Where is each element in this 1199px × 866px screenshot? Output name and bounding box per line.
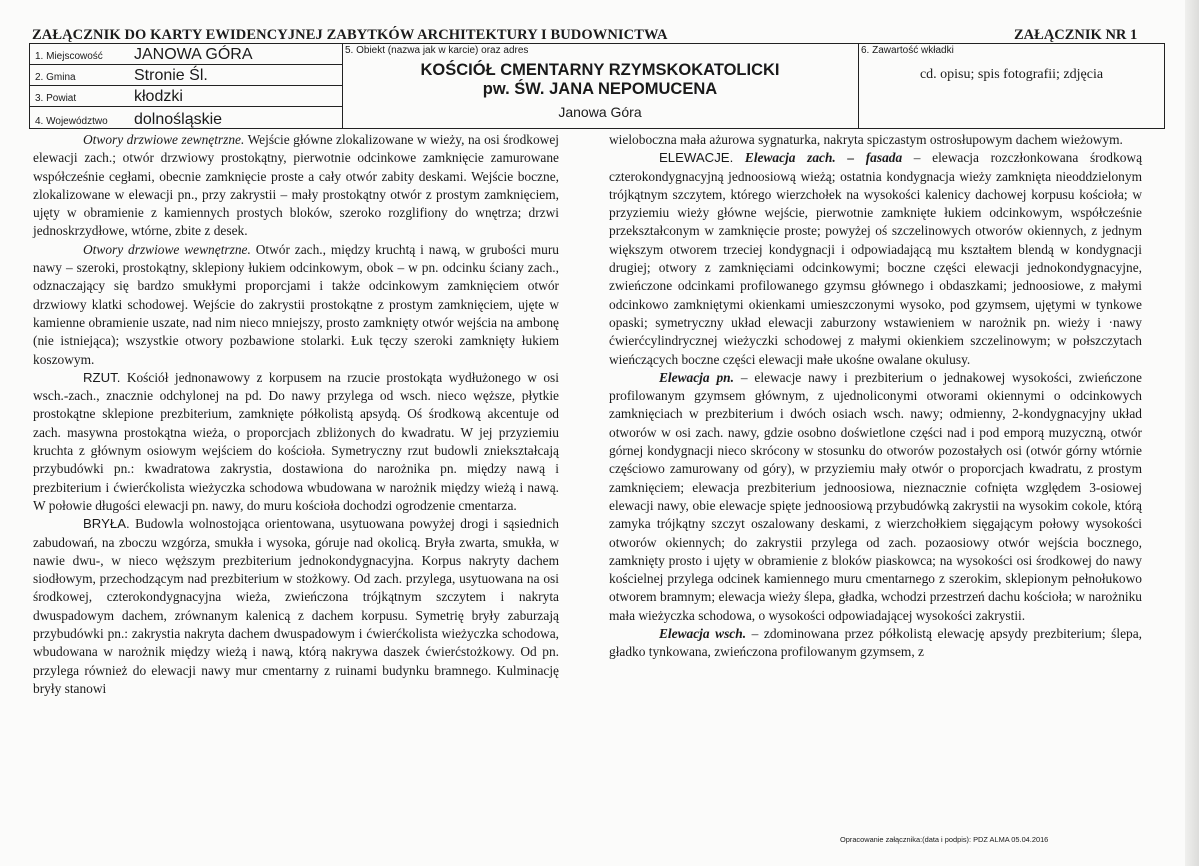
field-value: Stronie Śl. (134, 67, 208, 84)
paragraph-elevation-north (609, 369, 1142, 625)
paragraph-lead: ELEWACJE. (659, 150, 734, 166)
contents-label: 6. Zawartość wkładki (861, 45, 954, 56)
paragraph-lead: RZUT. (83, 369, 121, 385)
document-title: ZAŁĄCZNIK DO KARTY EWIDENCYJNEJ ZABYTKÓW ARCHITEKTURY I BUDOWNICTWA (32, 27, 668, 43)
contents-cell (858, 44, 1165, 129)
paragraph-continuation: wieloboczna mała ażurowa sygnaturka, nakryta spiczastym ostrosłupowym dachem wieżowym. (609, 132, 1123, 147)
attachment-number: ZAŁĄCZNIK NR 1 (1014, 27, 1138, 43)
field-county (30, 86, 342, 107)
paragraph-interior-doors (33, 241, 559, 369)
prepared-by-footer: Opracowanie załącznika:(data i podpis): PDZ ALMA 05.04.2016 (840, 835, 1049, 844)
location-fields (30, 44, 343, 129)
text-column-left (33, 131, 559, 698)
object-place: Janowa Góra (558, 104, 642, 120)
field-label: 3. Powiat (35, 93, 77, 104)
paragraph-lead: BRYŁA. (83, 516, 130, 532)
field-label: 2. Gmina (35, 72, 76, 83)
field-locality (30, 44, 342, 65)
paragraph-exterior-doors (33, 131, 559, 241)
object-label: 5. Obiekt (nazwa jak w karcie) oraz adres (345, 45, 529, 56)
field-label: 1. Miejscowość (35, 51, 103, 62)
paragraph-lead: Otwory drzwiowe wewnętrzne. (83, 241, 251, 257)
paragraph-massing (33, 515, 559, 698)
object-title-line2: pw. ŚW. JANA NEPOMUCENA (482, 80, 718, 98)
paragraph-lead: Otwory drzwiowe zewnętrzne. (83, 132, 245, 147)
paragraph-text: Wejście główne zlokalizowane w wieży, na osi środkowej elewacji zach.; otwór drzwiowy prostokątny, pierwotnie odcinkowe zamknięcie zamurowane współcześnie cegłami, obecnie zamknięcie proste a cały otwór zabity deskami. Wejście boczne, zlokalizowane w elewacji pn., przy zakrystii – mały prostokątny otwór z prostym zamknięciem, ujęty w obramienie z kamiennych prostych bloków, szeroko rozglifiony do wnętrza; drzwi jednoskrzydłowe, wtórne, zbite z desek. (33, 132, 560, 239)
field-value: kłodzki (134, 88, 183, 105)
field-voivodeship (30, 107, 342, 129)
field-value: dolnośląskie (134, 111, 223, 128)
header-table (29, 44, 1165, 129)
contents-value: cd. opisu; spis fotografii; zdjęcia (919, 67, 1104, 82)
paragraph-text: – elewacja rozczłonkowana środkową czterokondygnacyjną jednoosiową wieżą; ostatnia kondygnacja wieży zamknięta nieoddzielonym trójkątnym szczytem, którego wierzchołek na wysokości kalenicy dachowej korpusu kościoła; w przyziemiu wieży główne wejście, pierwotnie zamknięte łukiem odcinkowym, współcześnie przekształconym w zamknięcie proste; powyżej oś szczelinowych otworów okiennych, z jednym większym otworem trzeciej kondygnacji i odpowiadającą mu kształtem blendą w kondygnacji drugiej; otwory z zamknięciami odcinkowymi; boczne części elewacji jednokondygnacyjne, zwieńczone odcinkami profilowanego gzymsu głównego i obdaszkami; jednoosiowe, z małymi odcinkowo zamkniętymi okienkami umieszczonymi wysoko, pod gzymsem, ujętymi w tynkowe opaski; symetryczny układ elewacji zaburzony wstawieniem w narożnik pn. wieży i ·nawy ćwierćcylindrycznej wieżyczki schodowej z małymi okienkiem szczelinowym; w połszczytach wieńczących boczne części elewacji małe ukośne owalane okulusy. (609, 150, 1143, 367)
paragraph-plan (33, 369, 559, 515)
paragraph-elevation-east (609, 625, 1142, 662)
paragraph-text: – elewacje nawy i prezbiterium o jednakowej wysokości, zwieńczone profilowanym gzymsem głównym, z ujednoliconymi otworami okiennymi o odcinkowych zamknięciach w prezbiterium i dwóch osiach wsch. nawy; odmienny, 2-kondygnacyjny układ otworów w osi zach. nawy, gdzie osobno doświetlone części nad i pod emporą muzyczną, otwór górnej kondygnacji nieco skrócony w stosunku do otworów pozostałych osi (otwór górny wtórnie częściowo zamurowany od góry), w przyziemiu mały otwór o proporcjach kwadratu, z prostym zamknięciem; elewacja prezbiterium jednoosiowa, nieznacznie cofnięta względem 3-osiowej elewacji nawy, obie elewacje spięte jednoosiową przybudówką zakrystii na wysokim cokole, którą zamyka trójkątny szczyt oszalowany deskami, z wierzchołkiem sięgającym połowy wysokości otworów okiennych; do zakrystii przylega od zach. pozaosiowy otwór wejścia bocznego, zamknięty prosto i ujęty w obramienie z bloków piaskowca; na wysokości osi środkowej do nawy kościelnej przylega odcinek kamiennego muru cmentarnego z szerokim, sklepionym pełnołukowo otworem bramnym; elewacja wieży ślepa, gładka, wchodzi przestrzeń dachu kościoła; w narożniku mała wieżyczka schodowa, o wysokości odpowiadającej wysokości zakrystii. (609, 369, 1142, 623)
object-title (342, 61, 858, 99)
paragraph-text: Budowla wolnostojąca orientowana, usytuowana powyżej drogi i sąsiednich zabudowań, na zboczu wzgórza, smukła i wysoka, góruje nad okolicą. Bryła zwarta, smukła, w nawie dwu-, w nieco węższym prezbiterium jednokondygnacyjna. Korpus nakryty dachem siodłowym, przechodzącym nad prezbiterium w stożkowy. Od zach. przylega, usytuowana na osi środkowej, czterokondygnacyjna wieża, zwieńczona trójkątnym szczytem i nakryta dwuspadowym dachem, zrównanym kalenicą z dachem korpusu. Symetrię bryły zaburzają przybudówki pn.: zakrystia nakryta dachem dwuspadowym i ćwierćkolista wieżyczka schodowa, wbudowana w narożnik między wieżą i nawą, którą nakrywa daszek ćwierćstożkowy. Od pn. przylega również do elewacji nawy mur cmentarny z ruinami budynku bramnego. Kulminację bryły stanowi (33, 516, 559, 696)
field-label: 4. Województwo (35, 116, 108, 127)
paragraph-text: Kościół jednonawowy z korpusem na rzucie prostokąta wydłużonego w osi wsch.-zach., znacznie odchylonej na pd. Do nawy przylega od wsch. nieco węższe, płytkie prostokątne sklepione prezbiterium, zamknięte półkolistą apsydą. Oś środkową akcentuje od zach. masywna prostokątna wieża, o proporcjach zbliżonych do kwadratu. W jej przyziemiu kruchta z głównym osiowym wejściem do kościoła. Symetryczny rzut budowli zniekształcają przybudówki pn.: kwadratowa zakrystia, dostawiona do narożnika pn. między nawą i prezbiterium i ćwierćkolista wieżyczka schodowa wbudowana w narożnik między wieżą i nawą. W połowie długości elewacji pn. nawy, do muru kościoła dochodzi ogrodzenie cmentarza. (33, 369, 559, 513)
text-column-right (609, 131, 1142, 662)
field-value: JANOWA GÓRA (134, 46, 253, 63)
field-commune (30, 65, 342, 86)
scan-edge (1185, 0, 1199, 866)
object-title-line1: KOŚCIÓŁ CMENTARNY RZYMSKOKATOLICKI (420, 61, 780, 79)
paragraph-text: Otwór zach., między kruchtą i nawą, w grubości muru nawy – szeroki, prostokątny, sklepiony łukiem odcinkowym, obok – w pn. odcinku ściany zach., odznaczający się bardzo smukłymi proporcjami i także odcinkowym zamknięciem otwór drzwiowy klatki schodowej. Wejście do zakrystii prostokątne z prostym zamknięciem, ujęte w kamienne obramienie uszate, nad nim nieco mniejszy, prosto zamknięty otwór wejścia na ambonę (nie istniejąca); wszystkie otwory pozbawione stolarki. Łuk tęczy szeroki zamknięty łukiem koszowym. (33, 241, 559, 367)
paragraph-subhead: Elewacja zach. – fasada (744, 150, 903, 166)
paragraph-elevations-west (609, 149, 1142, 369)
paragraph-text: – zdominowana przez półkolistą elewację apsydy prezbiterium; ślepa, gładko tynkowana, zwieńczona profilowanym gzymsem, z (609, 626, 1143, 660)
paragraph-lead: Elewacja wsch. (659, 626, 747, 642)
paragraph-lead: Elewacja pn. (659, 369, 734, 385)
object-cell (342, 44, 859, 129)
